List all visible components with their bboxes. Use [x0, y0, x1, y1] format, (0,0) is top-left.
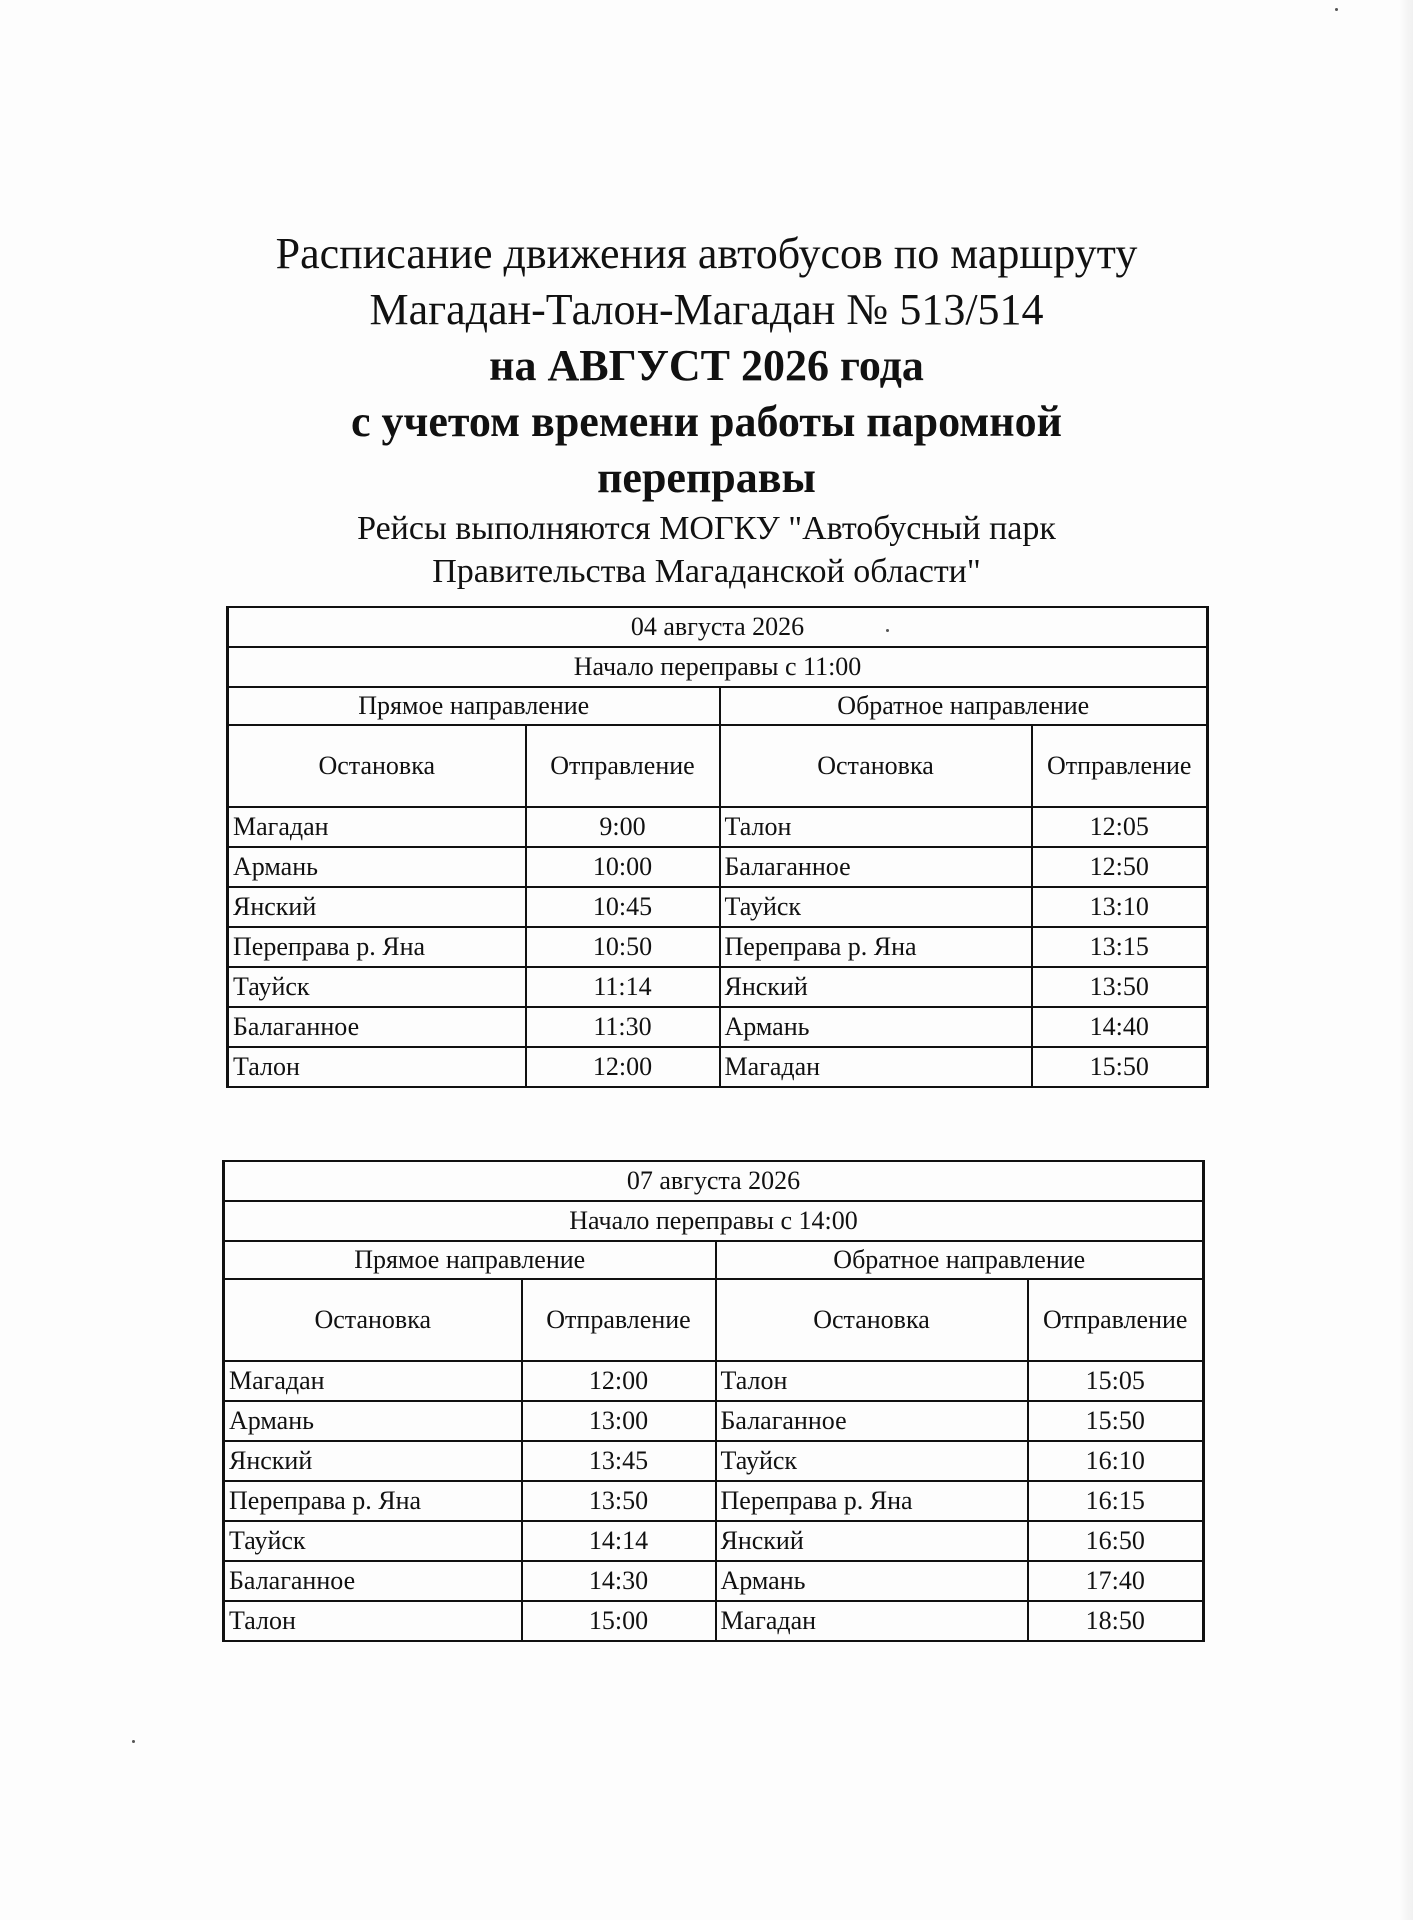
- forward-stop-column-header: Остановка: [228, 725, 526, 807]
- reverse-stop: Переправа р. Яна: [720, 927, 1032, 967]
- forward-time: 13:45: [522, 1441, 716, 1481]
- title-line-4: с учетом времени работы паромной: [351, 397, 1062, 446]
- reverse-time: 15:50: [1032, 1047, 1208, 1087]
- schedule-table-2: [222, 1160, 1205, 1642]
- operator-line-1: Рейсы выполняются МОГКУ "Автобусный парк: [357, 510, 1056, 547]
- forward-stop: Тауйск: [224, 1521, 522, 1561]
- forward-stop: Янский: [228, 887, 526, 927]
- schedule-rows: [224, 1361, 1204, 1641]
- operator-line-2: Правительства Магаданской области": [432, 553, 981, 590]
- forward-time: 10:50: [526, 927, 720, 967]
- document-heading: [0, 229, 1413, 598]
- reverse-time: 13:15: [1032, 927, 1208, 967]
- schedule-date: 04 августа 2026: [228, 607, 1208, 647]
- crossing-start: Начало переправы с 14:00: [224, 1201, 1204, 1241]
- table-row: [224, 1481, 1204, 1521]
- title-month: на АВГУСТ 2026 года: [489, 341, 924, 390]
- forward-time: 10:45: [526, 887, 720, 927]
- forward-direction-header: Прямое направление: [224, 1241, 716, 1279]
- reverse-stop: Переправа р. Яна: [716, 1481, 1028, 1521]
- forward-stop: Переправа р. Яна: [228, 927, 526, 967]
- table-row: [224, 1361, 1204, 1401]
- reverse-time: 18:50: [1028, 1601, 1204, 1641]
- forward-time: 9:00: [526, 807, 720, 847]
- table-row: [224, 1561, 1204, 1601]
- table-row: [228, 807, 1208, 847]
- reverse-time: 12:05: [1032, 807, 1208, 847]
- reverse-stop: Талон: [716, 1361, 1028, 1401]
- forward-time: 15:00: [522, 1601, 716, 1641]
- schedule-date: 07 августа 2026: [224, 1161, 1204, 1201]
- reverse-stop-column-header: Остановка: [720, 725, 1032, 807]
- reverse-stop: Тауйск: [716, 1441, 1028, 1481]
- schedule-rows: [228, 807, 1208, 1087]
- table-row: [228, 967, 1208, 1007]
- title-line-5: переправы: [597, 453, 816, 502]
- reverse-time: 16:50: [1028, 1521, 1204, 1561]
- forward-stop: Балаганное: [228, 1007, 526, 1047]
- reverse-stop: Магадан: [716, 1601, 1028, 1641]
- forward-direction-header: Прямое направление: [228, 687, 720, 725]
- forward-time: 14:30: [522, 1561, 716, 1601]
- reverse-time: 13:10: [1032, 887, 1208, 927]
- forward-stop: Армань: [224, 1401, 522, 1441]
- reverse-time: 15:50: [1028, 1401, 1204, 1441]
- reverse-departure-column-header: Отправление: [1032, 725, 1208, 807]
- forward-time: 12:00: [522, 1361, 716, 1401]
- scan-speck: [886, 629, 889, 632]
- reverse-stop: Магадан: [720, 1047, 1032, 1087]
- table-row: [224, 1521, 1204, 1561]
- table-row: [224, 1601, 1204, 1641]
- reverse-time: 16:10: [1028, 1441, 1204, 1481]
- reverse-stop: Янский: [720, 967, 1032, 1007]
- reverse-time: 13:50: [1032, 967, 1208, 1007]
- reverse-departure-column-header: Отправление: [1028, 1279, 1204, 1361]
- forward-time: 12:00: [526, 1047, 720, 1087]
- reverse-direction-header: Обратное направление: [720, 687, 1208, 725]
- reverse-time: 12:50: [1032, 847, 1208, 887]
- scan-speck: [1335, 8, 1338, 11]
- reverse-stop: Тауйск: [720, 887, 1032, 927]
- table-row: [224, 1401, 1204, 1441]
- reverse-time: 15:05: [1028, 1361, 1204, 1401]
- table-row: [228, 1047, 1208, 1087]
- forward-stop: Талон: [224, 1601, 522, 1641]
- forward-stop: Тауйск: [228, 967, 526, 1007]
- forward-stop: Балаганное: [224, 1561, 522, 1601]
- forward-stop: Армань: [228, 847, 526, 887]
- forward-stop-column-header: Остановка: [224, 1279, 522, 1361]
- forward-time: 14:14: [522, 1521, 716, 1561]
- reverse-time: 14:40: [1032, 1007, 1208, 1047]
- forward-time: 11:14: [526, 967, 720, 1007]
- forward-stop: Переправа р. Яна: [224, 1481, 522, 1521]
- reverse-stop: Армань: [720, 1007, 1032, 1047]
- forward-time: 10:00: [526, 847, 720, 887]
- title-line-2: Магадан-Талон-Магадан № 513/514: [369, 285, 1044, 334]
- forward-departure-column-header: Отправление: [522, 1279, 716, 1361]
- forward-stop: Магадан: [224, 1361, 522, 1401]
- reverse-direction-header: Обратное направление: [716, 1241, 1204, 1279]
- forward-stop: Янский: [224, 1441, 522, 1481]
- table-row: [228, 1007, 1208, 1047]
- schedule-table-1: [226, 606, 1209, 1088]
- crossing-start: Начало переправы с 11:00: [228, 647, 1208, 687]
- table-row: [228, 847, 1208, 887]
- forward-stop: Магадан: [228, 807, 526, 847]
- forward-time: 11:30: [526, 1007, 720, 1047]
- table-row: [224, 1441, 1204, 1481]
- title-line-1: Расписание движения автобусов по маршруту: [275, 229, 1138, 278]
- reverse-time: 16:15: [1028, 1481, 1204, 1521]
- reverse-stop: Балаганное: [720, 847, 1032, 887]
- reverse-stop-column-header: Остановка: [716, 1279, 1028, 1361]
- reverse-stop: Армань: [716, 1561, 1028, 1601]
- scan-speck: [132, 1740, 135, 1743]
- reverse-time: 17:40: [1028, 1561, 1204, 1601]
- reverse-stop: Талон: [720, 807, 1032, 847]
- forward-departure-column-header: Отправление: [526, 725, 720, 807]
- forward-time: 13:50: [522, 1481, 716, 1521]
- reverse-stop: Янский: [716, 1521, 1028, 1561]
- reverse-stop: Балаганное: [716, 1401, 1028, 1441]
- forward-time: 13:00: [522, 1401, 716, 1441]
- table-row: [228, 927, 1208, 967]
- table-row: [228, 887, 1208, 927]
- forward-stop: Талон: [228, 1047, 526, 1087]
